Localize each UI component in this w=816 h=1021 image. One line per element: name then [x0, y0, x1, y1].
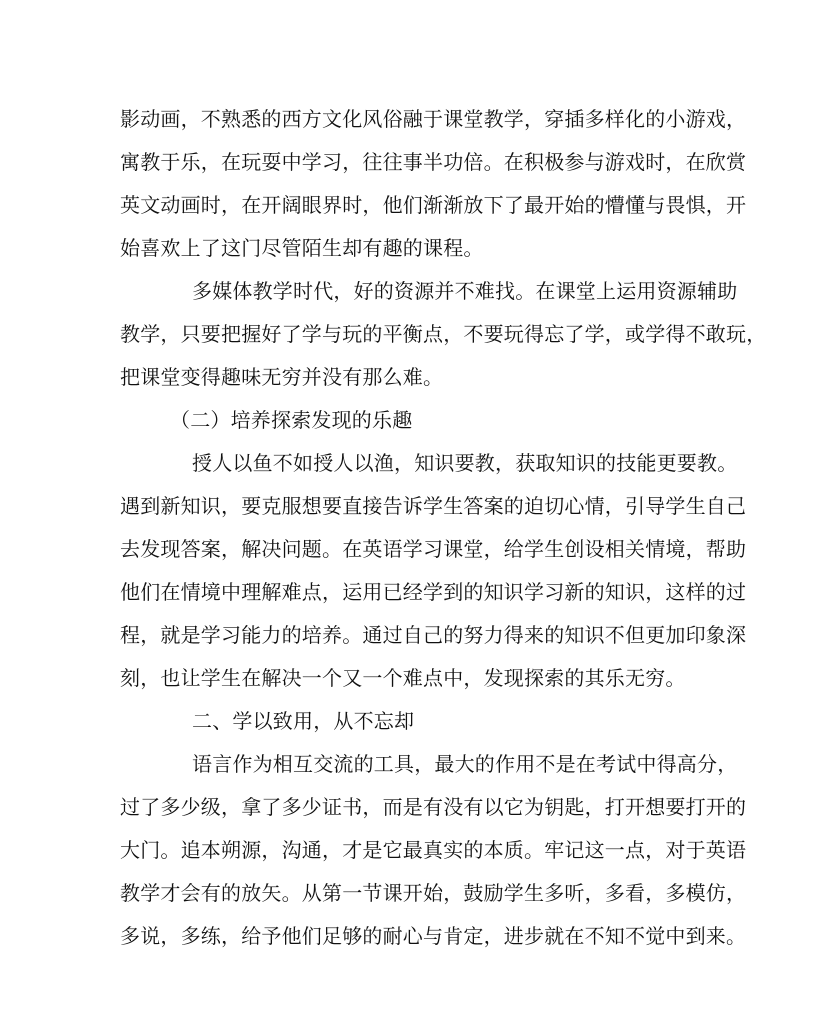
body-text-line: 刻，也让学生在解决一个又一个难点中，发现探索的其乐无穷。	[120, 666, 686, 690]
section-heading: 二、学以致用，从不忘却	[192, 709, 415, 733]
body-text-line: 过了多少级，拿了多少证书，而是有没有以它为钥匙，打开想要打开的	[120, 795, 747, 819]
paragraph-first-line: 多媒体教学时代，好的资源并不难找。在课堂上运用资源辅助	[192, 279, 738, 303]
body-text-line: 教学，只要把握好了学与玩的平衡点，不要玩得忘了学，或学得不敢玩，	[120, 322, 767, 346]
body-text-line: 影动画，不熟悉的西方文化风俗融于课堂教学，穿插多样化的小游戏，	[120, 107, 747, 131]
body-text-line: 他们在情境中理解难点，运用已经学到的知识学习新的知识，这样的过	[120, 580, 747, 604]
section-heading: （二）培养探索发现的乐趣	[170, 408, 413, 432]
body-text-line: 去发现答案，解决问题。在英语学习课堂，给学生创设相关情境，帮助	[120, 537, 747, 561]
body-text-line: 寓教于乐，在玩耍中学习，往往事半功倍。在积极参与游戏时，在欣赏	[120, 150, 747, 174]
body-text-line: 把课堂变得趣味无穷并没有那么难。	[120, 365, 444, 389]
body-text-line: 大门。追本朔源，沟通，才是它最真实的本质。牢记这一点，对于英语	[120, 838, 747, 862]
paragraph-first-line: 授人以鱼不如授人以渔，知识要教，获取知识的技能更要教。	[192, 451, 738, 475]
body-text-line: 英文动画时，在开阔眼界时，他们渐渐放下了最开始的懵懂与畏惧，开	[120, 193, 747, 217]
paragraph-first-line: 语言作为相互交流的工具，最大的作用不是在考试中得高分，	[192, 752, 738, 776]
body-text-line: 教学才会有的放矢。从第一节课开始，鼓励学生多听，多看，多模仿，	[120, 881, 747, 905]
body-text-line: 程，就是学习能力的培养。通过自己的努力得来的知识不但更加印象深	[120, 623, 747, 647]
body-text-line: 始喜欢上了这门尽管陌生却有趣的课程。	[120, 236, 484, 260]
body-text-line: 遇到新知识，要克服想要直接告诉学生答案的迫切心情，引导学生自己	[120, 494, 747, 518]
body-text-line: 多说，多练，给予他们足够的耐心与肯定，进步就在不知不觉中到来。	[120, 924, 747, 948]
